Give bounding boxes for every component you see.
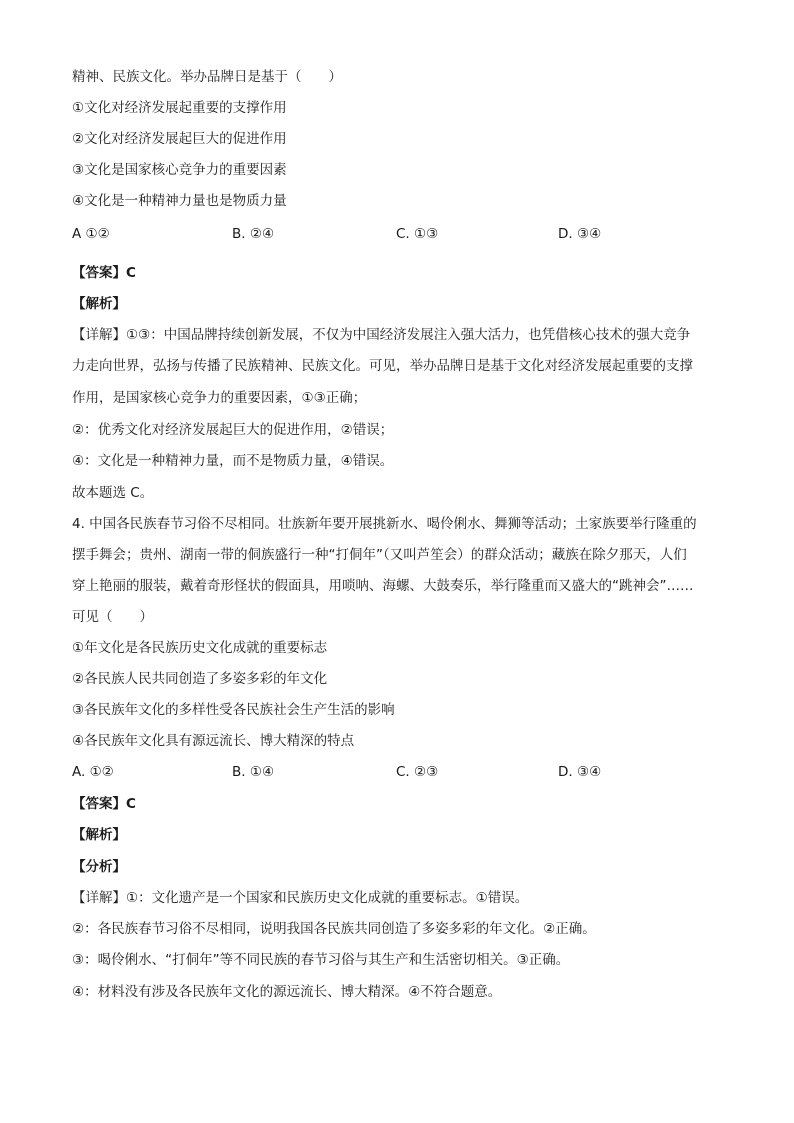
q3-detail-5: ④：文化是一种精神力量，而不是物质力量，④错误。	[72, 453, 394, 469]
q3-statement-3: ③文化是国家核心竞争力的重要因素	[72, 162, 287, 178]
q4-answer: 【答案】C	[72, 796, 136, 812]
q3-analysis-label: 【解析】	[72, 296, 126, 312]
q3-detail-1: 【详解】①③：中国品牌持续创新发展，不仅为中国经济发展注入强大活力，也凭借核心技术的强大竞争	[72, 327, 691, 343]
q3-answer: 【答案】C	[72, 265, 136, 281]
q4-statement-3: ③各民族年文化的多样性受各民族社会生产生活的影响	[72, 702, 395, 718]
q4-option-a: A. ①②	[72, 764, 114, 780]
q4-option-c: C. ②③	[396, 764, 439, 780]
q4-statement-2: ②各民族人民共同创造了多姿多彩的年文化	[72, 671, 328, 687]
q4-statement-4: ④各民族年文化具有源远流长、博大精深的特点	[72, 733, 355, 749]
q3-statement-4: ④文化是一种精神力量也是物质力量	[72, 193, 287, 209]
q4-detail-2: ②：各民族春节习俗不尽相同，说明我国各民族共同创造了多姿多彩的年文化。②正确。	[72, 921, 596, 937]
q3-detail-3: 作用，是国家核心竞争力的重要因素，①③正确；	[72, 390, 367, 406]
q3-detail-6: 故本题选 C。	[72, 485, 154, 501]
q4-detail-3: ③：喝伶俐水、“打侗年”等不同民族的春节习俗与其生产和生活密切相关。③正确。	[72, 952, 570, 968]
q3-option-a: A ①②	[72, 226, 110, 242]
q3-stem-tail: 精神、民族文化。举办品牌日是基于（ ）	[72, 69, 342, 85]
q4-stem-1: 4. 中国各民族春节习俗不尽相同。壮族新年要开展挑新水、喝伶俐水、舞狮等活动；土家族要举行隆重的	[72, 516, 697, 532]
q4-stem-3: 穿上艳丽的服装，戴着奇形怪状的假面具，用唢呐、海螺、大鼓奏乐，举行隆重而又盛大的“跳神会”……	[72, 578, 694, 594]
q4-detail-1: 【详解】①：文化遗产是一个国家和民族历史文化成就的重要标志。①错误。	[72, 890, 529, 906]
q3-statement-1: ①文化对经济发展起重要的支撑作用	[72, 100, 287, 116]
q4-stem-4: 可见（ ）	[72, 609, 153, 625]
q4-analysis-sub: 【分析】	[72, 859, 126, 875]
q3-option-b: B. ②④	[232, 226, 275, 242]
q3-detail-2: 力走向世界，弘扬与传播了民族精神、民族文化。可见，举办品牌日是基于文化对经济发展起重要的支撑	[72, 358, 693, 374]
q4-analysis-label: 【解析】	[72, 827, 126, 843]
q3-detail-4: ②：优秀文化对经济发展起巨大的促进作用，②错误；	[72, 422, 394, 438]
q4-stem-2: 摆手舞会；贵州、湖南一带的侗族盛行一种“打侗年”（又叫芦笙会）的群众活动；藏族在除夕那天，人们	[72, 547, 687, 563]
q4-detail-4: ④：材料没有涉及各民族年文化的源远流长、博大精深。④不符合题意。	[72, 984, 502, 1000]
q3-option-d: D. ③④	[558, 226, 602, 242]
q3-statement-2: ②文化对经济发展起巨大的促进作用	[72, 131, 287, 147]
q4-statement-1: ①年文化是各民族历史文化成就的重要标志	[72, 640, 328, 656]
q3-option-c: C. ①③	[396, 226, 439, 242]
q4-option-b: B. ①④	[232, 764, 275, 780]
q4-option-d: D. ③④	[558, 764, 602, 780]
